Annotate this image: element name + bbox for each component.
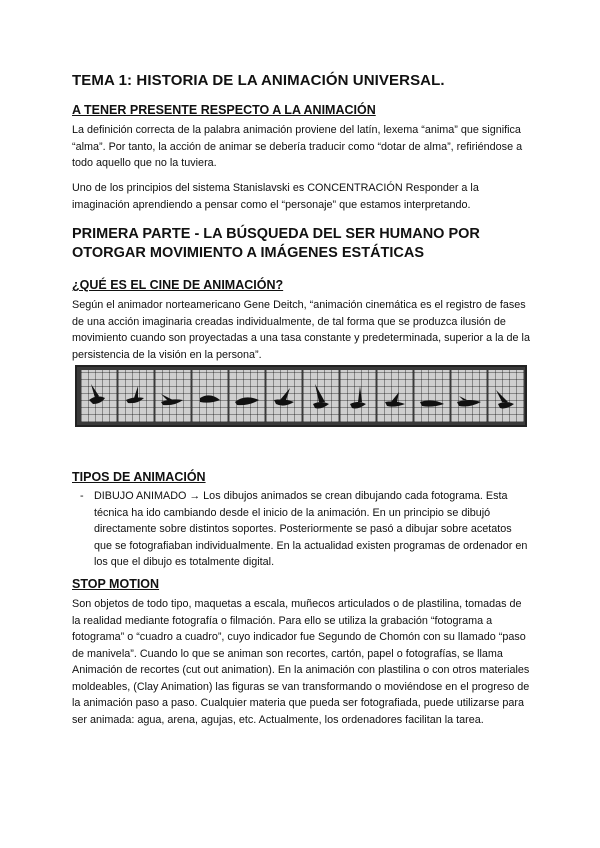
- paragraph-stanislavski: Uno de los principios del sistema Stanislavski es CONCENTRACIÓN Responder a la imaginación aprendiendo a pensar como el “personaje” que estamos interpretando.: [72, 182, 479, 211]
- paragraph-definicion: La definición correcta de la palabra animación proviene del latín, lexema “anima” que significa “alma”. Por tanto, la acción de animar se debería traducir como “dotar de alma”, refiriéndose a todo aquello que no la tuviera.: [72, 124, 523, 169]
- list-item-text: DIBUJO ANIMADO → Los dibujos animados se crean dibujando cada fotograma. Esta técnica ha ido cambiando desde el inicio de la animación. En un principio se dibujó directamente sobre distintos soportes. Posteriormente se pasó a dibujar sobre acetatos que se fotografiaban individualmente. En la actualidad existen programas de ordenador en los que el dibujo es totalmente digital.: [94, 490, 528, 568]
- paragraph-stop-motion: Son objetos de todo tipo, maquetas a escala, muñecos articulados o de plastilina, tomadas de la realidad mediante fotografía o filmación. Para ello se utiliza la grabación “fotograma a fotograma” o “cuadro a cuadro”, cuyo indicador fue Segundo de Chomón con su llamado “paso de manivela”. Cuando lo que se animan son recortes, cartón, papel o fotografías, se llama Animación de recortes (cut out animation). En la animación con plastilina o con otros materiales moldeables, (Clay Animation) las figuras se van transformando o moviéndose en el progreso de la animación paso a paso. Cualquier materia que pueda ser fotografiada, puede utilizarse para ser animada: agua, arena, agujas, etc. Actualmente, los ordenadores facilitan la tarea.: [72, 598, 530, 726]
- bird-flight-sequence-image: [75, 365, 527, 427]
- paragraph-gene-deitch: Según el animador norteamericano Gene Deitch, “animación cinemática es el registro de fases de una acción imaginaria creadas individualmente, de tal forma que se produzca ilusión de movimiento cuando son proyectadas a una tasa constante y predeterminada, superior a la de la persistencia de la visión en la persona”.: [72, 299, 530, 361]
- document-title: TEMA 1: HISTORIA DE LA ANIMACIÓN UNIVERSAL.: [72, 72, 445, 89]
- list-item: [80, 488, 530, 571]
- section-heading-stop-motion: STOP MOTION: [72, 577, 160, 591]
- section-heading-tipos: TIPOS DE ANIMACIÓN: [72, 470, 206, 484]
- section-heading-cine: ¿QUÉ ES EL CINE DE ANIMACIÓN?: [72, 278, 284, 292]
- section-heading-presente: A TENER PRESENTE RESPECTO A LA ANIMACIÓN: [72, 103, 376, 117]
- part-heading-primera: PRIMERA PARTE - LA BÚSQUEDA DEL SER HUMANO POR OTORGAR MOVIMIENTO A IMÁGENES ESTÁTICAS: [72, 226, 480, 261]
- list-bullet: -: [80, 490, 84, 502]
